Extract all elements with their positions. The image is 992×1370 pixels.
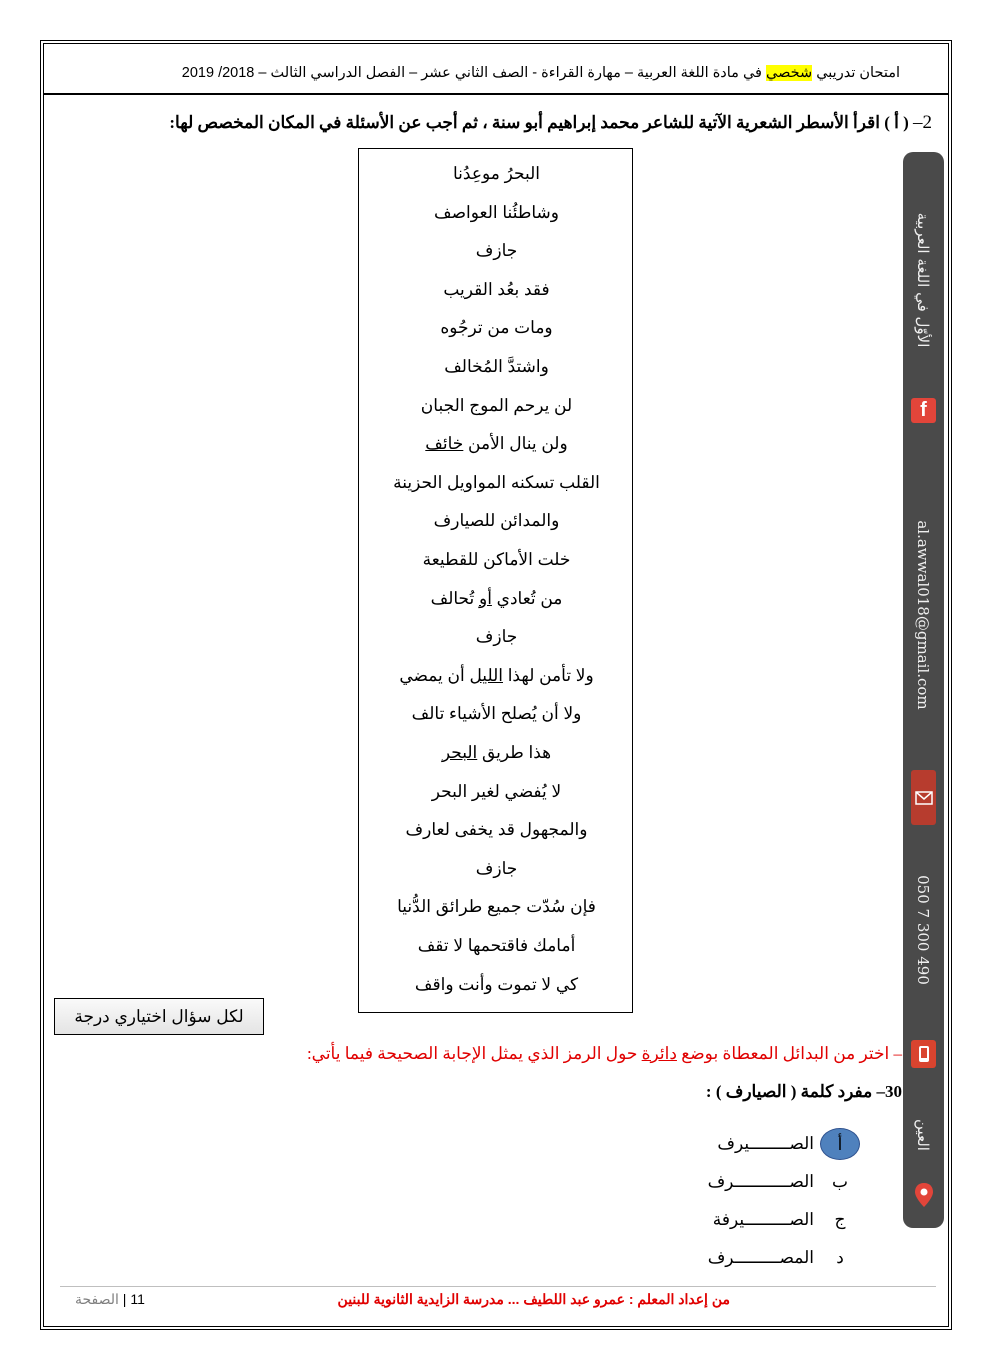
- header-divider: [43, 93, 949, 95]
- instruction-underlined: دائرة: [641, 1044, 677, 1063]
- option-letter[interactable]: ب: [831, 1172, 848, 1191]
- sidebar-phone-text[interactable]: 050 7 300 490: [914, 875, 932, 985]
- page-number: 11: [130, 1291, 145, 1307]
- mail-icon: [911, 770, 936, 825]
- poem-line-text: من تُعادي: [491, 588, 563, 608]
- option-text: الصـــــــــــرف: [707, 1172, 814, 1191]
- poem-line: فإن سُدّت جميع طرائق الدُّنيا: [397, 897, 596, 917]
- question-30: [500, 1082, 902, 1102]
- answer-option[interactable]: [600, 1128, 860, 1160]
- page-word: الصفحة: [75, 1291, 119, 1307]
- poem-line: القلب تسكنه المواويل الحزينة: [393, 472, 600, 492]
- footer-divider: [60, 1286, 936, 1287]
- option-letter[interactable]: د: [836, 1248, 844, 1267]
- poem-line-text: تُحالف: [430, 588, 479, 608]
- instruction-text-start: اختر من البدائل المعطاة بوضع: [676, 1044, 890, 1063]
- option-letter[interactable]: ج: [834, 1210, 846, 1229]
- poem-underlined-word: خائف: [425, 434, 464, 454]
- poem-line: جازف: [475, 858, 518, 878]
- poem-line: فقد بعُد القريب: [443, 279, 550, 299]
- poem-line: جازف: [475, 627, 518, 647]
- poem-line: لن يرحم الموج الجبان: [420, 395, 573, 415]
- option-text: الصـــــــــيرفة: [712, 1210, 814, 1229]
- question-intro: [60, 112, 932, 134]
- poem-underlined-word: البحر: [441, 743, 478, 762]
- poem-box: [358, 148, 633, 1013]
- question-text: ( أ ) اقرأ الأسطر الشعرية الآتية للشاعر محمد إبراهيم أبو سنة ، ثم أجب عن الأسئلة في المكان المخصص لها:: [169, 113, 913, 132]
- phone-icon: [911, 1040, 936, 1068]
- poem-line: والمجهول قد يخفى لعارف: [405, 820, 588, 840]
- poem-line-text: هذا طريق: [477, 743, 552, 762]
- instruction-text-end: حول الرمز الذي يمثل الإجابة الصحيحة فيما يأتي:: [306, 1044, 642, 1063]
- poem-line: جازف: [475, 241, 518, 261]
- header-text-start: امتحان تدريبي: [812, 65, 900, 81]
- selected-option-letter[interactable]: أ: [820, 1128, 860, 1160]
- question-30-text: مفرد كلمة ( الصيارف ) :: [705, 1082, 877, 1101]
- poem-line-text: ولا تأمن لهذا: [502, 665, 594, 685]
- poem-line-text: ولن ينال الأمن: [463, 434, 568, 454]
- poem-line: [359, 586, 634, 612]
- score-note-box: لكل سؤال اختياري درجة: [54, 998, 264, 1035]
- answer-option[interactable]: [600, 1204, 860, 1236]
- footer-credit: من إعداد المعلم : عمرو عبد اللطيف ... مدرسة الزايدية الثانوية للبنين: [337, 1291, 730, 1307]
- poem-line: ومات من ترجُوه: [440, 318, 553, 338]
- answer-option[interactable]: [600, 1242, 860, 1274]
- poem-line: [359, 740, 634, 766]
- mcq-instruction: [60, 1044, 902, 1064]
- instruction-dash: –: [889, 1044, 902, 1063]
- location-pin-icon: [911, 1180, 936, 1210]
- poem-line: والمدائن للصيارف: [433, 511, 560, 531]
- page-separator: |: [118, 1291, 131, 1307]
- header-highlight: شخصي: [766, 65, 813, 81]
- question-30-number: 30–: [876, 1082, 902, 1101]
- exam-header: [80, 58, 900, 88]
- poem-line: لا يُفضي لغير البحر: [431, 781, 562, 801]
- poem-line: خلت الأماكن للقطيعة: [422, 550, 571, 569]
- option-text: المصـــــــــرف: [707, 1248, 814, 1267]
- header-text-end: في مادة اللغة العربية – مهارة القراءة - الصف الثاني عشر – الفصل الدراسي الثالث – 2018/ 2019: [181, 65, 767, 81]
- poem-underlined-word: أو: [478, 588, 492, 608]
- sidebar-brand-text: الأوّل في اللغة العربية: [914, 212, 932, 348]
- poem-line: [359, 431, 634, 457]
- poem-line: وشاطئُنا العواصف: [434, 202, 559, 222]
- option-text: الصــــــــيرف: [717, 1134, 814, 1153]
- poem-line: أمامك فاقتحمها لا تقف: [417, 936, 576, 955]
- question-number: 2–: [913, 112, 932, 133]
- answer-option[interactable]: [600, 1166, 860, 1198]
- poem-line: البحرُ موعِدُنا: [453, 164, 540, 183]
- poem-line: واشتدَّ المُخالف: [444, 357, 549, 376]
- facebook-icon[interactable]: f: [911, 398, 936, 423]
- poem-underlined-word: الليل: [469, 665, 503, 685]
- footer-page-info: [75, 1291, 145, 1308]
- poem-line: [359, 663, 634, 689]
- poem-line: كي لا تموت وأنت واقف: [414, 974, 579, 994]
- poem-line: ولا أن يُصلح الأشياء تالف: [411, 704, 582, 724]
- poem-line-text: أن يمضي: [399, 665, 470, 685]
- sidebar-email-text[interactable]: al.awwal018@gmail.com: [914, 520, 932, 710]
- sidebar-location-text: العين: [914, 1119, 932, 1151]
